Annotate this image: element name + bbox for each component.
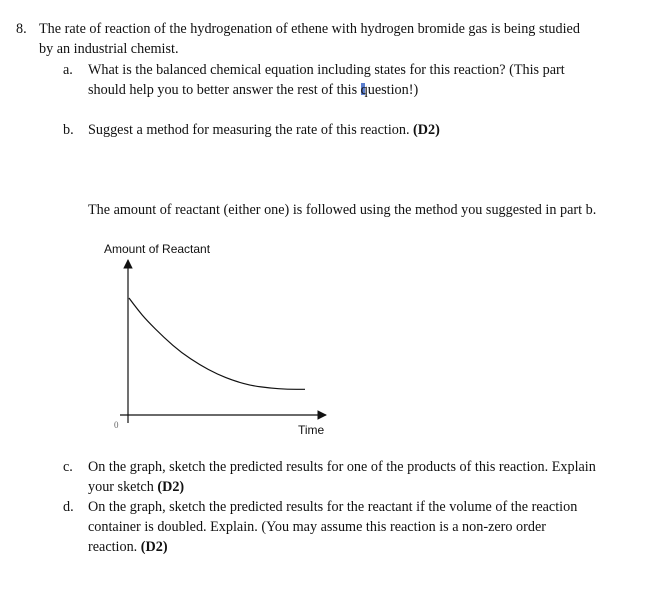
part-a-line2-word: question!)	[360, 82, 419, 98]
part-c-line2	[88, 477, 184, 497]
part-d-line1: On the graph, sketch the predicted results for the reactant if the volume of the reaction	[88, 499, 578, 515]
part-b-mark: (D2)	[413, 122, 440, 138]
question-stem-line1: The rate of reaction of the hydrogenation of ethene with hydrogen bromide gas is being studied	[39, 21, 580, 37]
part-a-label: a.	[63, 62, 73, 78]
part-a-line1: What is the balanced chemical equation including states for this reaction? (This part	[88, 62, 565, 78]
part-d-line3-text: reaction.	[88, 539, 141, 555]
question-number: 8.	[16, 21, 27, 37]
y-axis-label: Amount of Reactant	[104, 242, 211, 256]
part-c-label: c.	[63, 459, 73, 475]
followed-note: The amount of reactant (either one) is followed using the method you suggested in part b.	[88, 202, 597, 218]
origin-label: 0	[114, 420, 119, 430]
reactant-curve	[129, 298, 305, 389]
part-d-mark: (D2)	[140, 539, 168, 555]
part-b-question: Suggest a method for measuring the rate of this reaction.	[88, 122, 414, 138]
part-c-line1: On the graph, sketch the predicted results for one of the products of this reaction. Explain	[88, 459, 596, 475]
part-b-label: b.	[63, 122, 74, 138]
part-d-line3	[88, 537, 168, 557]
x-axis-label: Time	[298, 423, 325, 437]
part-c-mark: (D2)	[157, 479, 185, 495]
part-d-line2: container is doubled. Explain. (You may assume this reaction is a non-zero order	[88, 519, 546, 535]
part-a-line2-text: should help you to better answer the rest of this	[88, 82, 361, 98]
part-d-label: d.	[63, 499, 74, 515]
part-c-line2-text: your sketch	[88, 479, 158, 495]
question-stem-line2: by an industrial chemist.	[39, 41, 179, 57]
